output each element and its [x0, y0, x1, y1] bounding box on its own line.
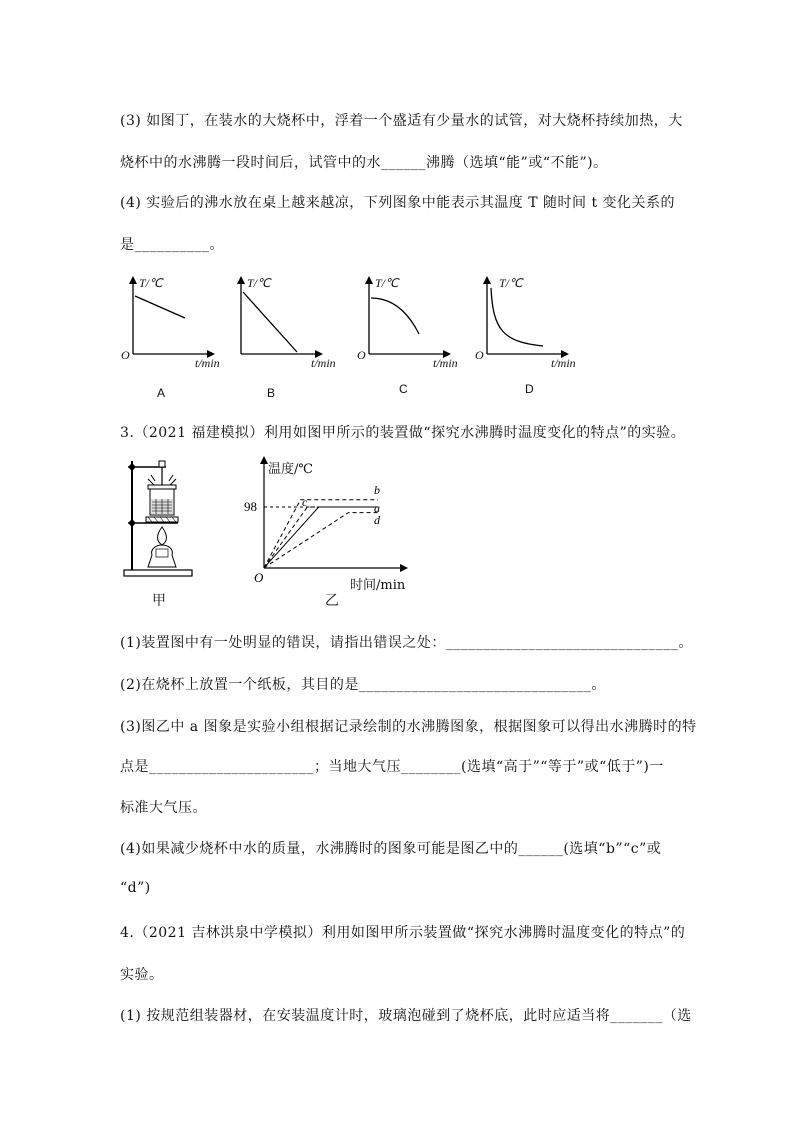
chart-y-tick-98: 98 — [244, 499, 257, 514]
q3-p4-line2: “d”) — [120, 880, 151, 896]
graph-d-origin: O — [475, 348, 484, 362]
option-label-d: D — [525, 382, 534, 396]
graph-d-xlabel: t/min — [551, 356, 576, 370]
series-a-label: a — [374, 501, 380, 515]
q4-title-line2: 实验。 — [120, 967, 164, 983]
q4-title-line1: 4.（2021 吉林洪泉中学模拟）利用如图甲所示装置做“探究水沸腾时温度变化的特点”的 — [120, 925, 686, 941]
q3-p4-line1: (4)如果减少烧杯中水的质量，水沸腾时的图象可能是图乙中的______(选填“b”“c”或 — [120, 841, 662, 857]
option-label-c: C — [399, 382, 408, 396]
chart-y-arrow — [260, 456, 268, 464]
series-d-label: d — [374, 513, 380, 527]
q3-p2: (2)在烧杯上放置一个纸板，其目的是_______________________________。 — [120, 677, 606, 693]
graph-b-xlabel: t/min — [311, 356, 336, 370]
apparatus-svg — [118, 455, 198, 580]
graph-c-origin: O — [357, 348, 366, 362]
chart-ylabel: 温度/℃ — [268, 462, 313, 477]
graph-c-ylabel: T/℃ — [375, 276, 399, 290]
chart-caption: 乙 — [325, 593, 339, 609]
q3-p3-line1: (3)图乙中 a 图象是实验小组根据记录绘制的水沸腾图象，根据图象可以得出水沸腾时的特 — [120, 719, 697, 735]
series-c-label: c — [302, 495, 308, 509]
graph-a-ylabel: T/℃ — [139, 276, 163, 290]
q3-p3-line3: 标准大气压。 — [120, 800, 207, 816]
option-graphs — [115, 270, 575, 400]
series-a-line — [264, 507, 378, 568]
chart-origin: O — [254, 570, 264, 585]
q3-part4-line2: 是__________。 — [120, 237, 224, 253]
series-b-label: b — [374, 483, 380, 497]
graph-b-ylabel: T/℃ — [247, 276, 271, 290]
q3-part3-line2: 烧杯中的水沸腾一段时间后，试管中的水______沸腾（选填“能”或“不能”)。 — [120, 155, 608, 171]
apparatus-label: 甲 — [152, 593, 166, 609]
q3-title: 3.（2021 福建模拟）利用如图甲所示的装置做“探究水沸腾时温度变化的特点”的实验。 — [120, 425, 686, 441]
graph-d-ylabel: T/℃ — [499, 276, 523, 290]
series-d-line — [264, 513, 378, 568]
graph-d — [483, 276, 569, 358]
graph-a-origin: O — [121, 348, 130, 362]
q3-p3-line2: 点是______________________；当地大气压________(选填“高于”“等于”或“低于”)一 — [120, 759, 664, 775]
option-label-b: B — [267, 386, 276, 400]
q3-part4-line1: (4) 实验后的沸水放在桌上越来越凉，下列图象中能表示其温度 T 随时间 t 变化关系的 — [120, 195, 676, 211]
chart-x-arrow — [400, 564, 408, 572]
q3-p1: (1)装置图中有一处明显的错误，请指出错误之处：_______________________________。 — [120, 635, 693, 651]
series-b-line — [264, 500, 378, 568]
series-c-line — [264, 507, 378, 568]
temperature-chart — [244, 450, 420, 593]
graph-c-xlabel: t/min — [433, 356, 458, 370]
graph-a-xlabel: t/min — [195, 356, 220, 370]
option-label-a: A — [157, 386, 166, 400]
q3-part3-line1: (3) 如图丁，在装水的大烧杯中，浮着一个盛适有少量水的试管，对大烧杯持续加热，大 — [120, 113, 683, 129]
q4-p1: (1) 按规范组装器材，在安装温度计时，玻璃泡碰到了烧杯底，此时应适当将_______（选 — [120, 1008, 692, 1024]
chart-xlabel: 时间/min — [350, 578, 406, 593]
apparatus-figure — [118, 455, 198, 585]
